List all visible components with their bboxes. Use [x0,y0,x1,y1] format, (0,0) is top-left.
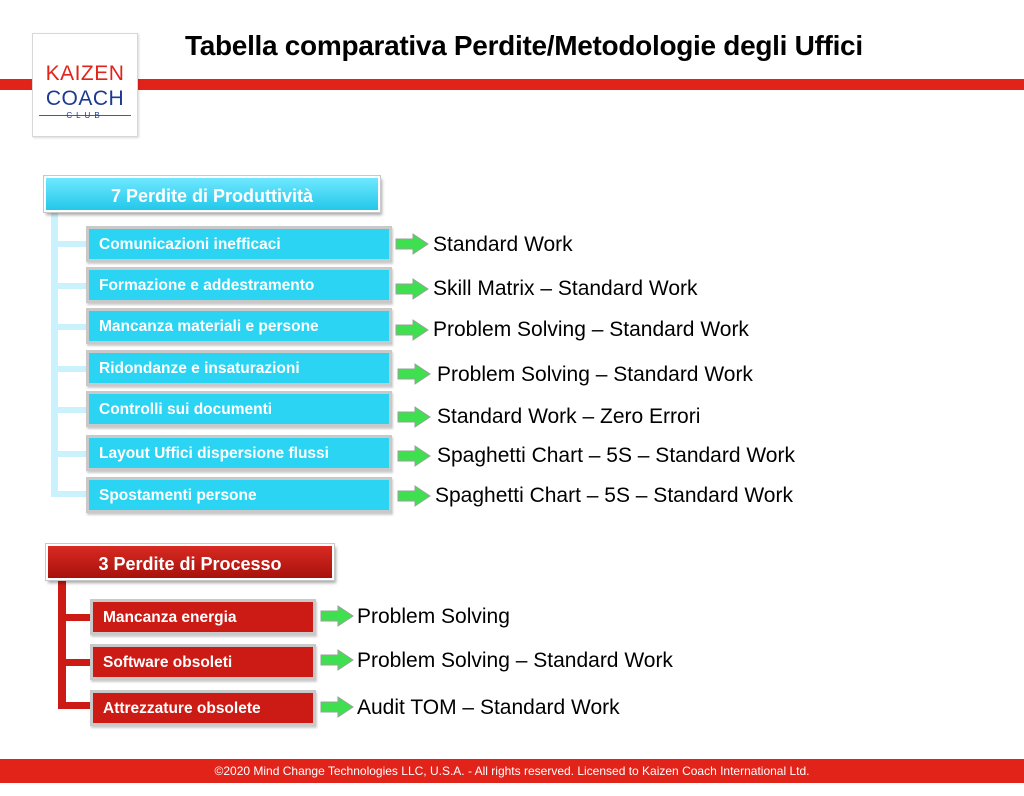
arrow-right-icon [397,406,431,428]
methodology-text: Problem Solving – Standard Work [437,363,753,386]
header-red-bar [0,79,1024,90]
methodology-text: Audit TOM – Standard Work [357,696,620,719]
methodology-text: Problem Solving [357,605,510,628]
productivity-loss-item: Mancanza materiali e persone [86,308,392,344]
process-connector-trunk [58,580,66,709]
methodology-text: Problem Solving – Standard Work [433,318,749,341]
productivity-connector-branch [51,451,87,457]
process-loss-item: Software obsoleti [90,644,316,680]
process-connector-branch [58,659,92,666]
methodology-text: Problem Solving – Standard Work [357,649,673,672]
productivity-connector-branch [51,366,87,372]
methodology-text: Skill Matrix – Standard Work [433,277,698,300]
productivity-connector-branch [51,283,87,289]
logo-text-kaizen: KAIZEN [45,62,125,85]
logo-text-club: CLUB [66,111,104,120]
productivity-loss-item: Layout Uffici dispersione flussi [86,435,392,471]
methodology-text: Spaghetti Chart – 5S – Standard Work [437,444,795,467]
productivity-losses-header: 7 Perdite di Produttività [44,176,380,212]
methodology-text: Standard Work [433,233,573,256]
productivity-loss-item: Controlli sui documenti [86,391,392,427]
productivity-connector-branch [51,407,87,413]
process-connector-branch [58,702,92,709]
arrow-right-icon [397,363,431,385]
copyright-footer: ©2020 Mind Change Technologies LLC, U.S.A. - All rights reserved. Licensed to Kaizen Coach International Ltd. [0,759,1024,783]
kaizen-coach-logo [32,33,138,137]
arrow-right-icon [395,278,429,300]
productivity-loss-item: Ridondanze e insaturazioni [86,350,392,386]
process-loss-item: Attrezzature obsolete [90,690,316,726]
productivity-connector-branch [51,491,87,497]
arrow-right-icon [320,649,354,671]
arrow-right-icon [397,445,431,467]
arrow-right-icon [320,696,354,718]
methodology-text: Standard Work – Zero Errori [437,405,701,428]
productivity-loss-item: Spostamenti persone [86,477,392,513]
productivity-loss-item: Formazione e addestramento [86,267,392,303]
process-losses-header: 3 Perdite di Processo [46,544,334,580]
arrow-right-icon [395,233,429,255]
productivity-connector-branch [51,324,87,330]
arrow-right-icon [397,485,431,507]
productivity-loss-item: Comunicazioni inefficaci [86,226,392,262]
logo-text-coach: COACH [45,87,125,110]
productivity-connector-branch [51,241,87,247]
arrow-right-icon [320,605,354,627]
page-title: Tabella comparativa Perdite/Metodologie degli Uffici [185,30,863,61]
arrow-right-icon [395,319,429,341]
process-connector-branch [58,614,92,621]
methodology-text: Spaghetti Chart – 5S – Standard Work [435,484,793,507]
process-loss-item: Mancanza energia [90,599,316,635]
